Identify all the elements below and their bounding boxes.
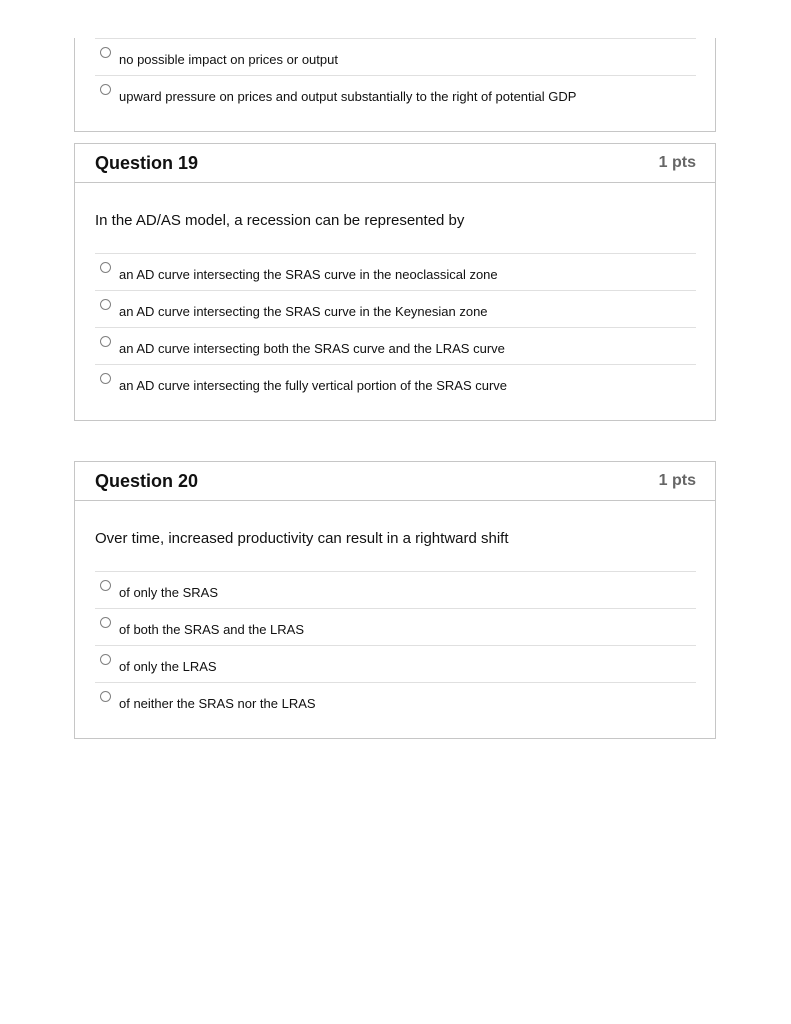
answer-list bbox=[95, 253, 696, 401]
question-title: Question 19 bbox=[95, 152, 199, 173]
question-prompt: In the AD/AS model, a recession can be represented by bbox=[95, 212, 465, 229]
answer-label[interactable]: upward pressure on prices and output substantially to the right of potential GDP bbox=[119, 88, 577, 104]
answer-label[interactable]: of neither the SRAS nor the LRAS bbox=[119, 695, 316, 711]
answer-label[interactable]: an AD curve intersecting both the SRAS curve and the LRAS curve bbox=[119, 340, 505, 356]
answer-option[interactable] bbox=[95, 572, 696, 609]
answer-list bbox=[95, 38, 696, 112]
radio-button[interactable] bbox=[100, 299, 111, 310]
answer-label[interactable]: an AD curve intersecting the SRAS curve in the neoclassical zone bbox=[119, 266, 498, 282]
answer-option[interactable] bbox=[95, 609, 696, 646]
question-prompt: Over time, increased productivity can result in a rightward shift bbox=[95, 530, 509, 547]
question-header bbox=[75, 144, 715, 183]
question-20-card bbox=[74, 461, 716, 739]
answer-option[interactable] bbox=[95, 646, 696, 683]
answer-label[interactable]: of only the LRAS bbox=[119, 658, 217, 674]
question-points: 1 pts bbox=[658, 154, 696, 171]
answer-label[interactable]: an AD curve intersecting the SRAS curve in the Keynesian zone bbox=[119, 303, 488, 319]
answer-option[interactable] bbox=[95, 291, 696, 328]
answer-option[interactable] bbox=[95, 254, 696, 291]
question-18-card bbox=[74, 38, 716, 132]
radio-button[interactable] bbox=[100, 262, 111, 273]
radio-button[interactable] bbox=[100, 691, 111, 702]
question-19-card bbox=[74, 143, 716, 421]
answer-label[interactable]: an AD curve intersecting the fully vertical portion of the SRAS curve bbox=[119, 377, 508, 393]
radio-button[interactable] bbox=[100, 47, 111, 58]
radio-button[interactable] bbox=[100, 84, 111, 95]
question-points: 1 pts bbox=[658, 472, 696, 489]
answer-label[interactable]: no possible impact on prices or output bbox=[119, 51, 338, 67]
answer-option[interactable] bbox=[95, 365, 696, 401]
answer-option[interactable] bbox=[95, 683, 696, 719]
answer-label[interactable]: of only the SRAS bbox=[119, 584, 218, 600]
question-header bbox=[75, 462, 715, 501]
question-title: Question 20 bbox=[95, 470, 199, 491]
radio-button[interactable] bbox=[100, 336, 111, 347]
radio-button[interactable] bbox=[100, 373, 111, 384]
answer-option[interactable] bbox=[95, 39, 696, 76]
answer-label[interactable]: of both the SRAS and the LRAS bbox=[119, 621, 305, 637]
radio-button[interactable] bbox=[100, 580, 111, 591]
radio-button[interactable] bbox=[100, 654, 111, 665]
answer-option[interactable] bbox=[95, 76, 696, 112]
answer-option[interactable] bbox=[95, 328, 696, 365]
radio-button[interactable] bbox=[100, 617, 111, 628]
answer-list bbox=[95, 571, 696, 719]
